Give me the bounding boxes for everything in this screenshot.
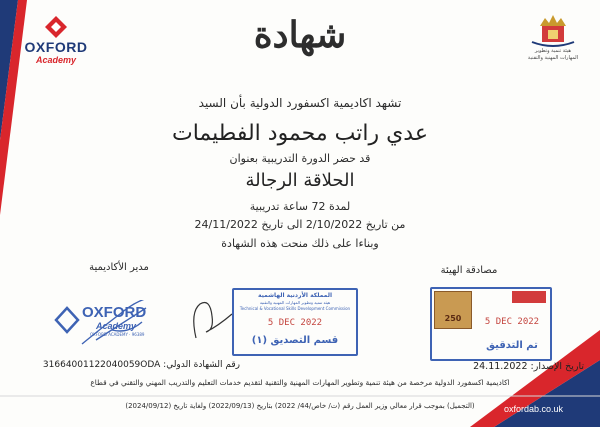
certification-stamp: [232, 288, 358, 356]
issue-date: 24.11.2022: [473, 361, 528, 372]
international-number-label: رقم الشهادة الدولي:: [163, 360, 240, 370]
seal-tiny: OXFORD ACADEMY · 96389: [90, 332, 145, 337]
oxford-logo-name: OXFORD: [24, 39, 88, 55]
recipient-name: عدي راتب محمود الفطيمات: [172, 121, 428, 146]
stamp2-red-header: [512, 291, 546, 303]
duration-text: لمدة 72 ساعة تدريبية: [249, 200, 351, 213]
oxford-logo-sub: Academy: [35, 55, 77, 65]
granted-text: وبناءا على ذلك منحت هذه الشهادة: [221, 237, 379, 250]
stamp1-mid1: هيئة تنمية وتطوير المهارات المهنية والتقنية: [259, 300, 331, 305]
intro-text: تشهد اكاديمية اكسفورد الدولية بأن السيد: [198, 96, 402, 110]
director-label: مدير الأكاديمية: [89, 262, 149, 273]
footer-line2: (التجميل) بموجب قرار معالي وزير العمل رقم (ت/ خاص/44/ 2022) بتاريخ (2022/09/13) ولغاية تاريخ (2024/09/12): [125, 402, 475, 410]
audit-stamp: [430, 287, 552, 361]
stamp1-mid2: Technical & Vocational Skills Development Commission: [239, 306, 351, 311]
international-number: 31664001122040059ODA: [42, 360, 161, 370]
issue-date-row: [370, 361, 584, 375]
dates-text: من تاريخ 2/10/2022 الى تاريخ 24/11/2022: [194, 218, 406, 231]
director-signature-icon: [52, 300, 168, 346]
stamp2-date: 5 DEC 2022: [484, 317, 540, 327]
revenue-stamp-icon: [434, 291, 472, 329]
commission-caption-line1: هيئة تنمية وتطوير: [534, 48, 572, 54]
stamp1-date: 5 DEC 2022: [267, 318, 323, 328]
commission-caption-line2: المهارات المهنية والتقنية: [527, 55, 579, 61]
academy-seal: [52, 300, 168, 346]
seal-sub: Academy: [96, 321, 137, 331]
stamp1-top: المملكة الأردنية الهاشمية: [257, 292, 333, 299]
stamp2-num: 250: [444, 314, 462, 323]
issue-date-label: تاريخ الإصدار:: [530, 361, 584, 372]
website-link[interactable]: oxfordab.co.uk: [504, 404, 564, 414]
footer-line1: اكاديمية اكسفورد الدولية مرخصة من هيئة تنمية وتطوير المهارات المهنية والتقنية لتقديم خدمات التعليم والتدريب المهني والتقني في قطاع: [90, 378, 510, 387]
stamp1-bottom: قسم التصديق (١): [251, 335, 339, 346]
course-title: الحلاقة الرجالة: [245, 170, 355, 191]
stamp2-bottom: تم التدقيق: [486, 340, 538, 351]
attended-line: قد حضر الدورة التدريبية بعنوان: [229, 152, 371, 165]
international-number-row: [20, 360, 240, 374]
seal-name: OXFORD: [82, 304, 147, 321]
authority-label: مصادقة الهيئة: [440, 265, 498, 276]
certificate-title: شهادة: [253, 14, 347, 56]
